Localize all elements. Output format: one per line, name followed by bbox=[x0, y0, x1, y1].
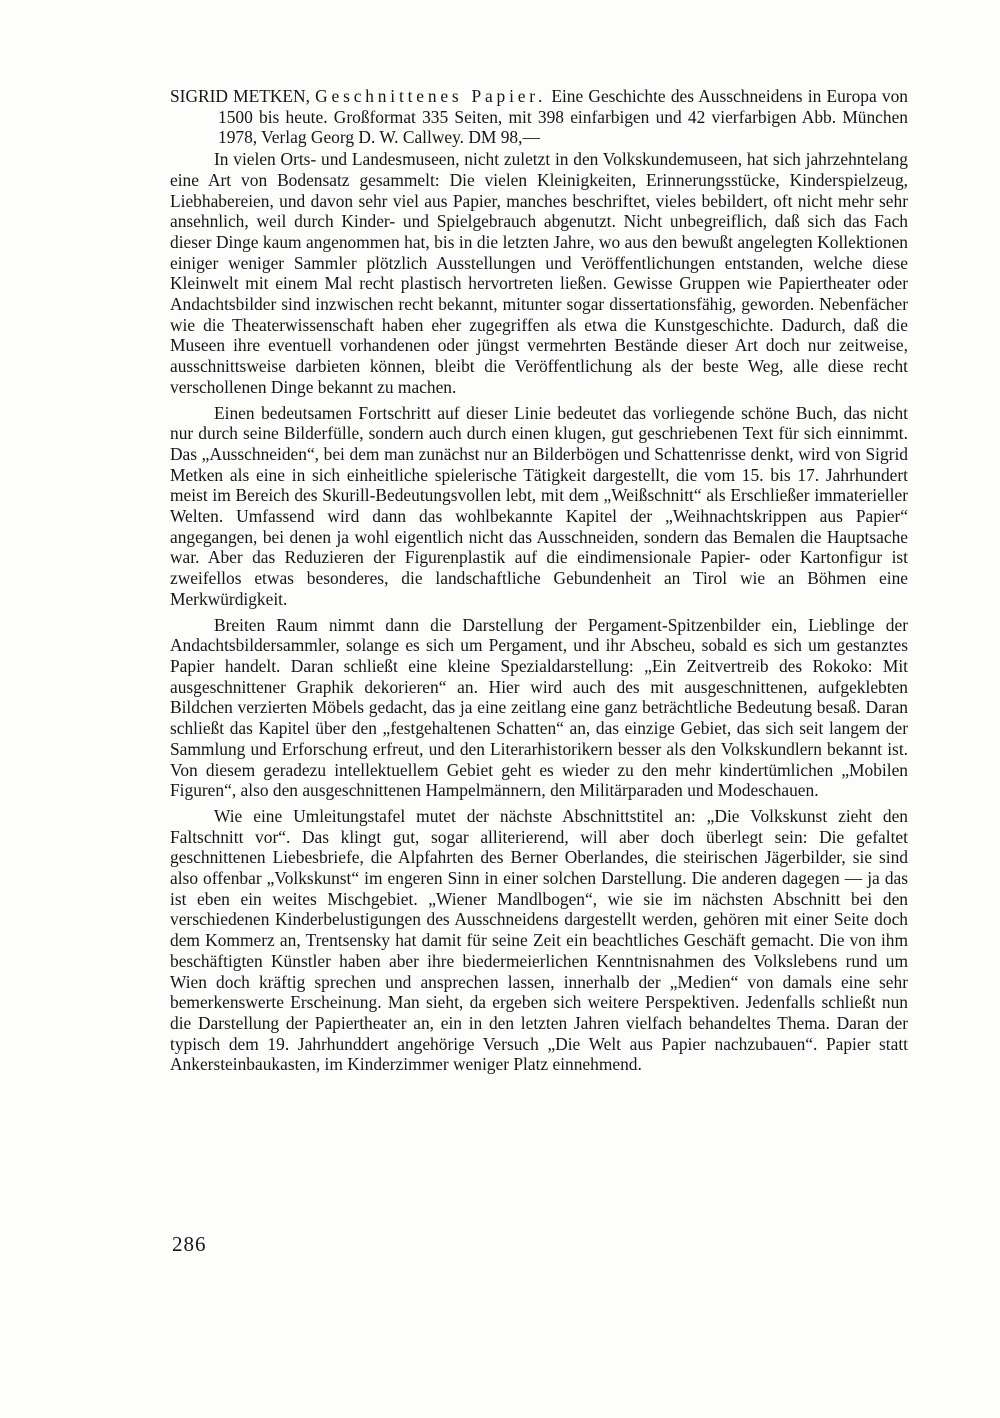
bibliographic-header bbox=[170, 86, 908, 148]
paragraph: Wie eine Umleitungstafel mutet der nächste Abschnittstitel an: „Die Volkskunst zieht den Faltschnitt vor“. Das klingt gut, sogar alliterierend, will aber doch überlegt sein: Die gefaltet geschnittenen Liebesbriefe, die Alpfahrten des Berner Oberlandes, die steirischen Jägerbilder, sie sind also offenbar „Volkskunst“ im engeren Sinn in einer solchen Darstellung. Die anderen dagegen — ja das ist eben ein weites Mischgebiet. „Wiener Mandlbogen“, wie sie im nächsten Abschnitt bei den verschiedenen Kinderbelustigungen des Ausschneidens dargestellt werden, gehören mit einer Seite doch dem Kommerz an, Trentsensky hat damit für seine Zeit ein beachtliches Geschäft gemacht. Die von ihm beschäftigten Künstler haben aber ihre biedermeierlichen Kenntnisnahmen des Volkslebens rund um Wien doch kräftig sprechen und ansprechen lassen, innerhalb der „Medien“ von damals eine sehr bemerkenswerte Erscheinung. Man sieht, da ergeben sich weitere Perspektiven. Jedenfalls schließt nun die Darstellung der Papiertheater an, ein in den letzten Jahren vielfach behandeltes Thema. Daran der typisch dem 19. Jahrhunddert angehörige Versuch „Die Welt aus Papier nachzubauen“. Papier statt Ankersteinbaukasten, im Kinderzimmer weniger Platz einnehmend. bbox=[170, 805, 908, 1075]
paragraph: Breiten Raum nimmt dann die Darstellung der Pergament-Spitzenbilder ein, Lieblinge der Andachtsbildersammler, solange es sich um Pergament, und ihr Abscheu, sobald es sich um gestanztes Papier handelt. Daran schließt eine kleine Spezialdarstellung: „Ein Zeitvertreib des Rokoko: Mit ausgeschnittener Graphik dekorieren“ an. Hier wird auch des mit ausgeschnittenen, aufgeklebten Bildchen verzierten Möbels gedacht, das ja eine zeitlang eine ganz beträchtliche Bedeutung besaß. Daran schließt das Kapitel über den „festgehaltenen Schatten“ an, das einzige Gebiet, das sich seit langem der Sammlung und Erforschung erfreut, und den Literarhistorikern besser als den Volkskundlern bekannt ist. Von diesem geradezu intellektuellem Gebiet geht es wieder zu den mehr kindertümlichen „Mobilen Figuren“, also den ausgeschnittenen Hampelmännern, den Militärparaden und Modeschauen. bbox=[170, 614, 908, 801]
book-title: Geschnittenes Papier. bbox=[315, 86, 547, 106]
paragraph: Einen bedeutsamen Fortschritt auf dieser Linie bedeutet das vorliegende schöne Buch, das nicht nur durch seine Bilderfülle, sondern auch durch einen klugen, gut geschriebenen Text für sich einnimmt. Das „Ausschneiden“, bei dem man zunächst nur an Bilderbögen und Schattenrisse denkt, wird von Sigrid Metken als eine in sich einheitliche spielerische Tätigkeit dargestellt, die vom 15. bis 17. Jahrhundert meist im Bereich des Skurill-Bedeutungsvollen lebt, mit dem „Weißschnitt“ als Erschließer immaterieller Welten. Umfassend wird dann das wohlbekannte Kapitel der „Weihnachtskrippen aus Papier“ angegangen, bei denen ja wohl eigentlich nicht das Ausschneiden, sondern das Bemalen die Hauptsache war. Aber das Reduzieren der Figurenplastik auf die eindimensionale Papier- oder Kartonfigur ist zweifellos etwas besonderes, die landschaftliche Gebundenheit an Tirol wie an Böhmen eine Merkwürdigkeit. bbox=[170, 402, 908, 609]
text-block bbox=[170, 86, 908, 1075]
author-name: SIGRID METKEN, bbox=[170, 86, 316, 106]
page-number: 286 bbox=[172, 1232, 207, 1256]
paragraph: In vielen Orts- und Landesmuseen, nicht zuletzt in den Volkskundemuseen, hat sich jahrzehntelang eine Art von Bodensatz gesammelt: Die vielen Kleinigkeiten, Erinnerungsstücke, Kinderspielzeug, Liebhabereien, und davon sehr viel aus Papier, manches beschriftet, vieles bebildert, oft nicht mehr sehr ansehnlich, weil durch Kinder- und Spielgebrauch abgenutzt. Nicht unbegreiflich, daß sich das Fach dieser Dinge kaum angenommen hat, bis in die letzten Jahre, wo aus den bewußt angelegten Kollektionen einiger weniger Sammler plötzlich Ausstellungen und Veröffentlichungen entstanden, welche diese Kleinwelt mit einem Mal recht plastisch hervortreten ließen. Gewisse Gruppen wie Papiertheater oder Andachtsbilder sind inzwischen recht bekannt, mitunter sogar dissertationsfähig, geworden. Nebenfächer wie die Theaterwissenschaft haben eher zugegriffen als etwa die Kunstgeschichte. Dadurch, daß die Museen ihre eventuell vorhandenen oder jüngst vermehrten Bestände dieser Art doch nur zeitweise, ausschnittsweise darbieten können, bleibt die Veröffentlichung als der beste Weg, alle diese recht verschollenen Dinge bekannt zu machen. bbox=[170, 149, 908, 397]
publication-details: Eine Geschichte des Ausschneidens in Europa von 1500 bis heute. Großformat 335 Seiten, mit 398 einfarbigen und 42 vierfarbigen Abb. München 1978, Verlag Georg D. W. Callwey. DM 98,— bbox=[218, 86, 908, 148]
